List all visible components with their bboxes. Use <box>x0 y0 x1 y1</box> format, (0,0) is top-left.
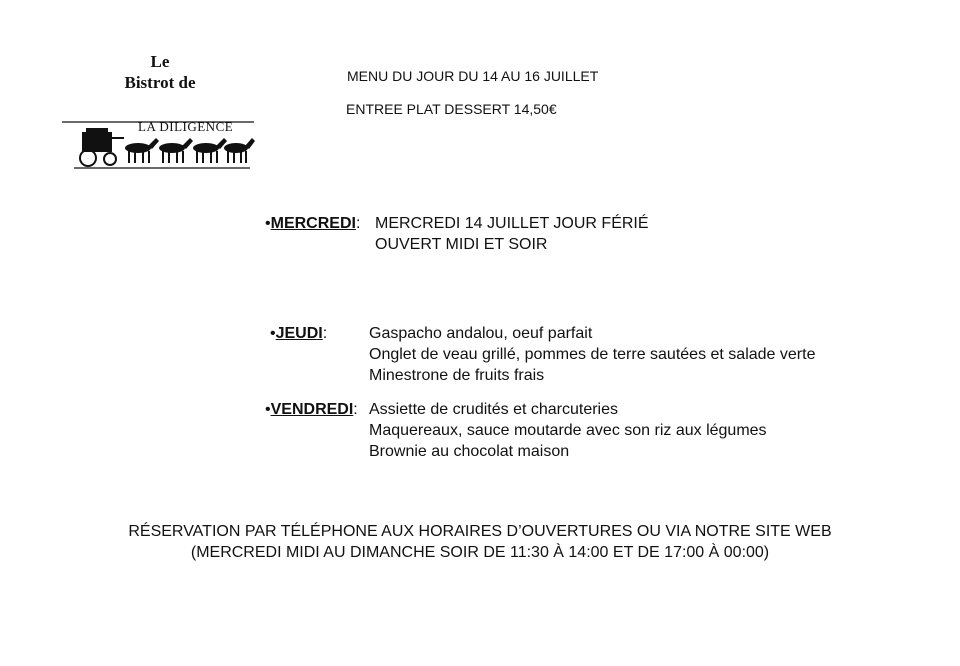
day-vendredi <box>265 401 358 419</box>
vendredi-line-2: Maquereaux, sauce moutarde avec son riz aux légumes <box>369 422 767 439</box>
opening-hours: (MERCREDI MIDI AU DIMANCHE SOIR DE 11:30 À 14:00 ET DE 17:00 À 00:00) <box>190 544 770 561</box>
mercredi-line-2: OUVERT MIDI ET SOIR <box>375 236 548 253</box>
bullet: • <box>265 215 271 232</box>
logo-line-bistrot-de: Bistrot de <box>124 73 196 92</box>
menu-title: MENU DU JOUR DU 14 AU 16 JUILLET <box>347 68 599 84</box>
logo-line-le: Le <box>150 52 170 71</box>
day-jeudi <box>270 325 327 343</box>
jeudi-line-2: Onglet de veau grillé, pommes de terre sautées et salade verte <box>369 346 816 363</box>
jeudi-line-3: Minestrone de fruits frais <box>369 367 545 384</box>
vendredi-line-1: Assiette de crudités et charcuteries <box>369 401 619 418</box>
logo-name-la-diligence: LA DILIGENCE <box>138 119 234 134</box>
mercredi-line-1: MERCREDI 14 JUILLET JOUR FÉRIÉ <box>375 215 649 232</box>
menu-price: ENTREE PLAT DESSERT 14,50€ <box>346 101 557 117</box>
reservation-info: RÉSERVATION PAR TÉLÉPHONE AUX HORAIRES D’OUVERTURES OU VIA NOTRE SITE WEB <box>128 523 832 540</box>
day-separator: : <box>322 325 328 342</box>
vendredi-line-3: Brownie au chocolat maison <box>369 443 570 460</box>
day-separator: : <box>353 401 358 418</box>
day-label-vendredi: VENDREDI <box>270 401 354 418</box>
bistrot-logo <box>60 48 260 178</box>
jeudi-line-1: Gaspacho andalou, oeuf parfait <box>369 325 593 342</box>
day-separator: : <box>355 215 361 232</box>
bullet: • <box>265 401 271 418</box>
day-label-jeudi: JEUDI <box>275 325 323 342</box>
day-label-mercredi: MERCREDI <box>270 215 356 232</box>
day-mercredi <box>265 215 360 233</box>
bullet: • <box>270 325 276 342</box>
